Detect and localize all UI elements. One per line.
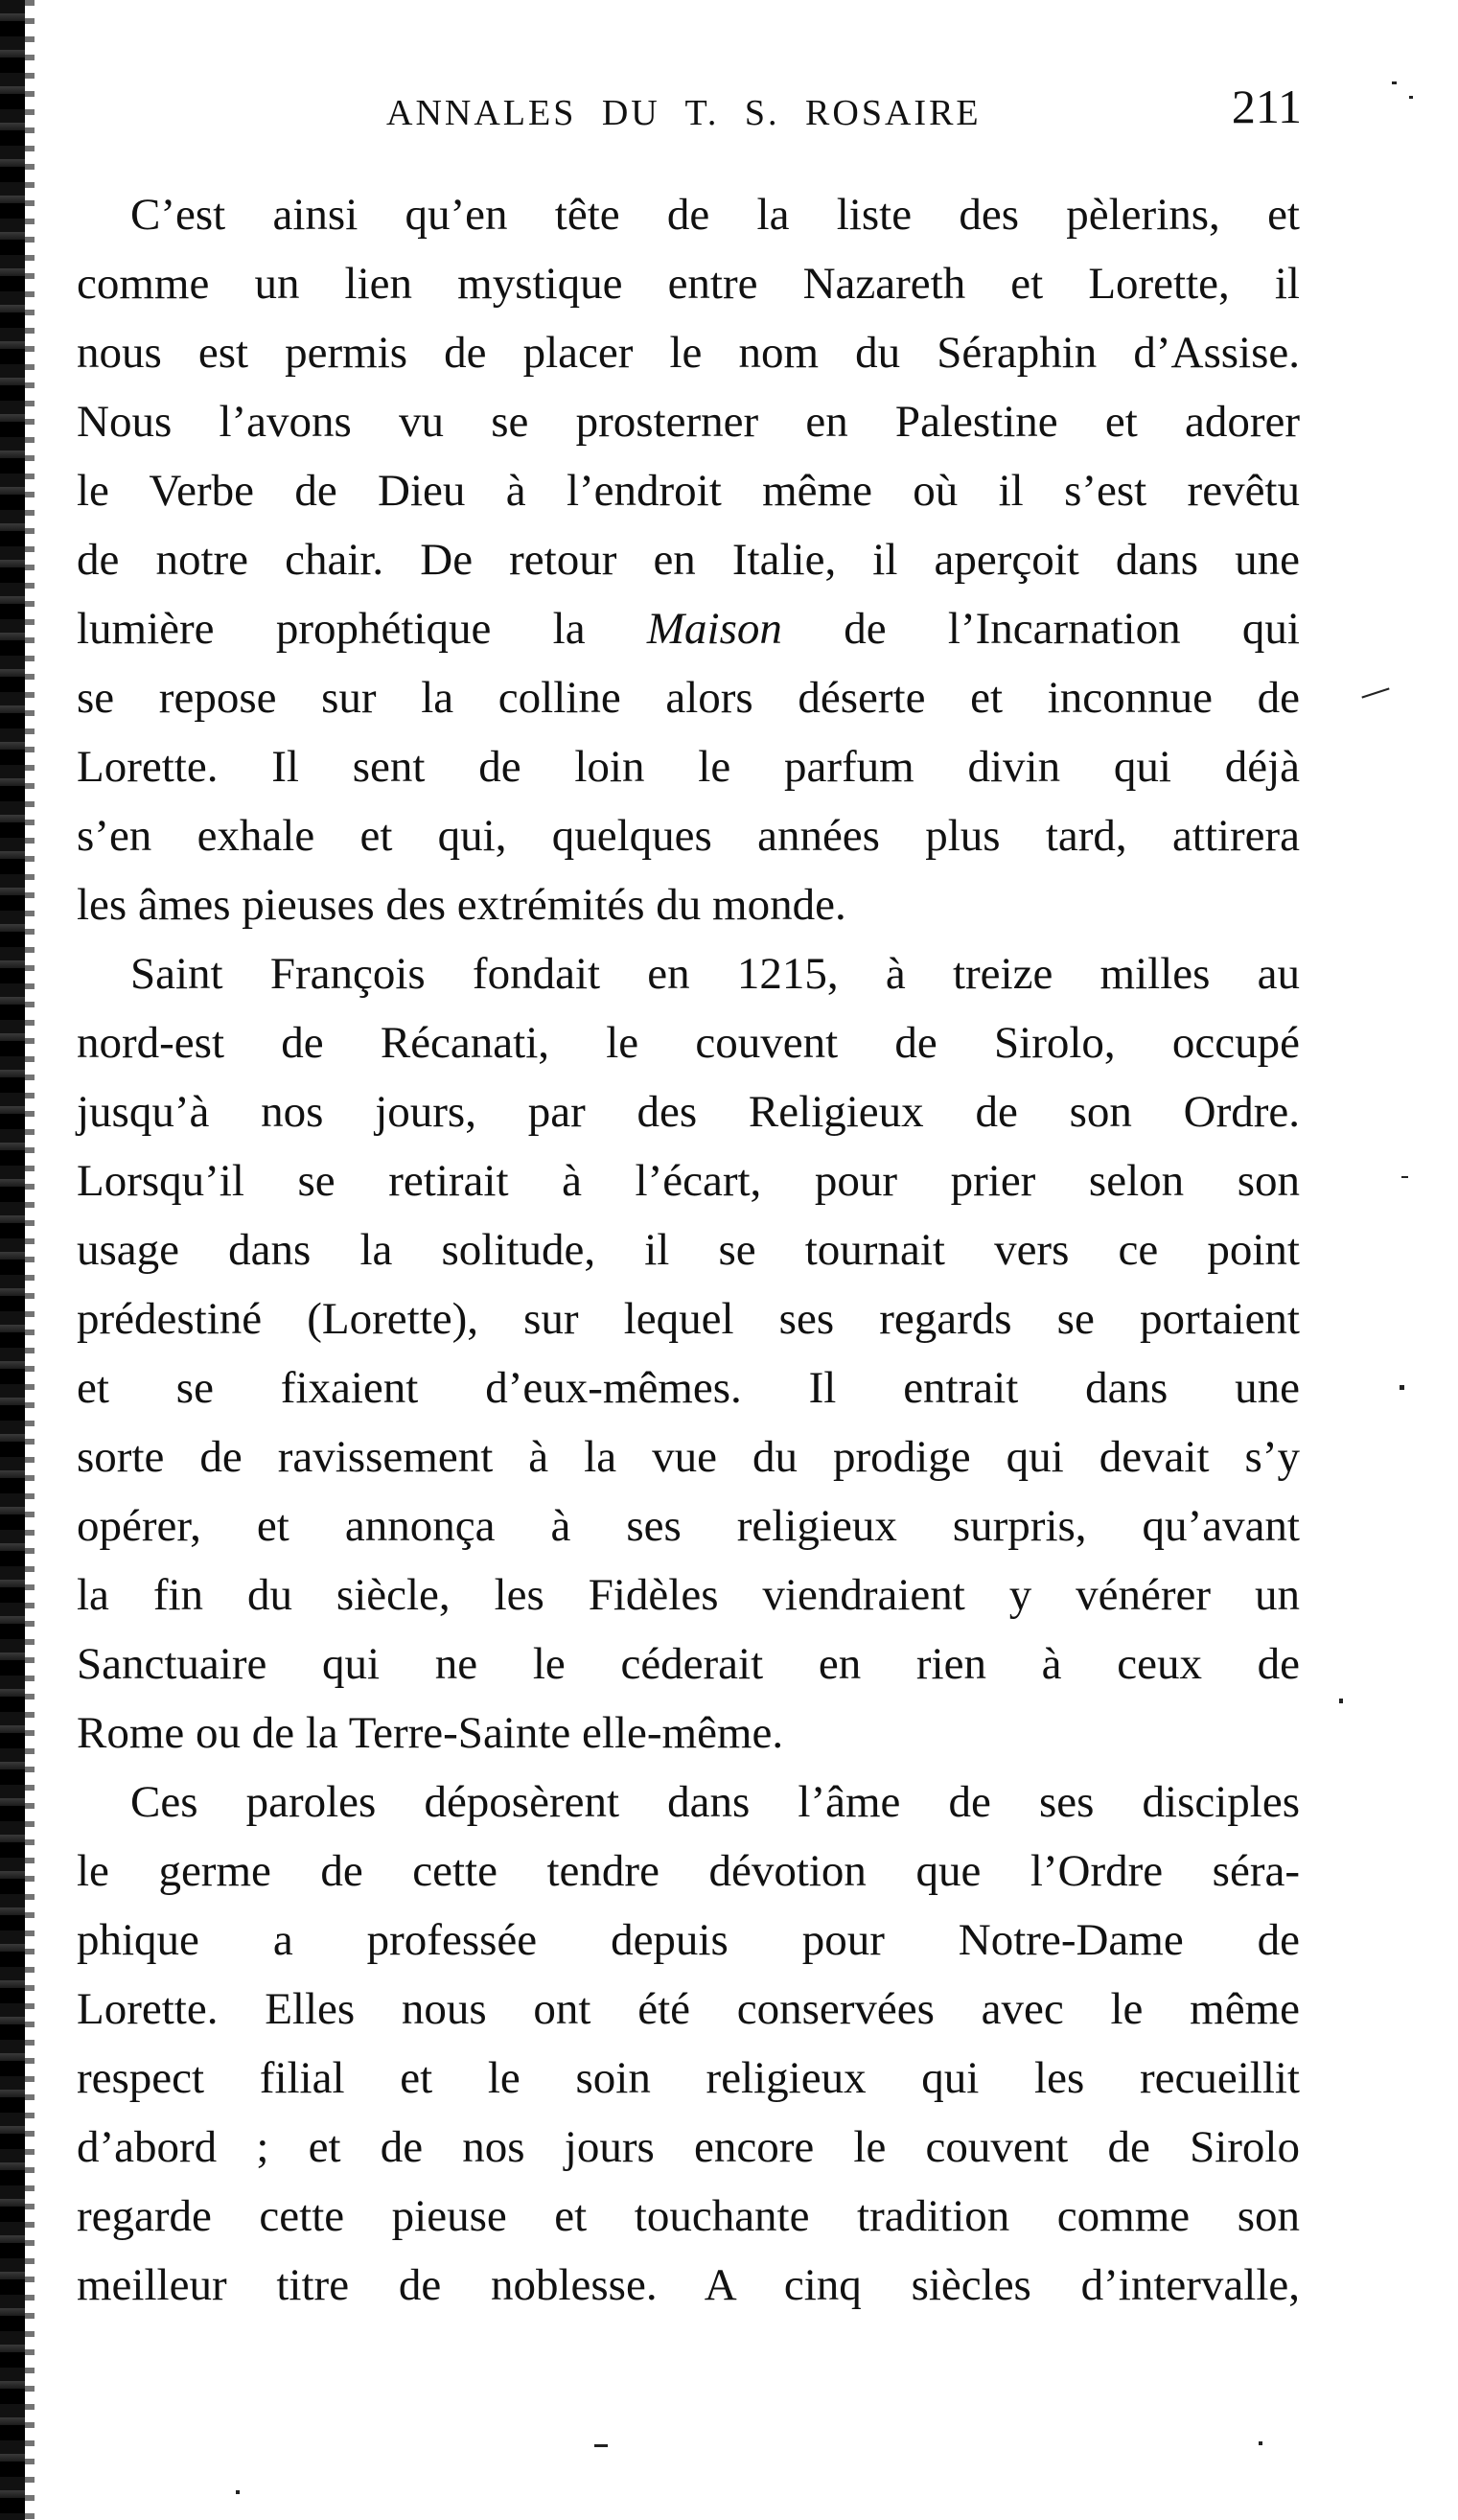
text-line: Saint François fondait en 1215, à treize milles au [130,949,1300,999]
page-number: 211 [1231,80,1302,133]
text-line: le Verbe de Dieu à l’endroit même où il s’est revêtu [77,466,1300,516]
scan-speck [1409,96,1413,99]
scan-speck [594,2444,608,2447]
running-title: ANNALES DU T. S. ROSAIRE [386,93,982,133]
text-line: prédestiné (Lorette), sur lequel ses regards se portaient [77,1294,1300,1344]
text-line: Rome ou de la Terre-Sainte elle-même. [77,1708,784,1758]
text-line: phique a professée depuis pour Notre-Dame de [77,1915,1300,1965]
text-line: regarde cette pieuse et touchante tradition comme son [77,2191,1300,2241]
text-line: sorte de ravissement à la vue du prodige qui devait s’y [77,1432,1300,1482]
text-line: respect filial et le soin religieux qui les recueillit [77,2053,1300,2103]
text-line: la fin du siècle, les Fidèles viendraient y vénérer un [77,1570,1300,1620]
text-line: C’est ainsi qu’en tête de la liste des pèlerins, et [130,190,1300,240]
running-header [77,79,1302,146]
italic-word: Maison [646,604,782,654]
text-line: se repose sur la colline alors déserte et inconnue de [77,673,1300,723]
text-line: Lorsqu’il se retirait à l’écart, pour prier selon son [77,1156,1300,1206]
scan-speck [1361,687,1389,698]
text-line: jusqu’à nos jours, par des Religieux de son Ordre. [77,1087,1300,1137]
text-line: nous est permis de placer le nom du Séraphin d’Assise. [77,328,1300,378]
text-line: Nous l’avons vu se prosterner en Palestine et adorer [77,397,1300,447]
binding-shadow [25,0,35,2520]
text-line: usage dans la solitude, il se tournait vers ce point [77,1225,1300,1275]
scan-speck [1401,1176,1408,1178]
text-line: lumière prophétique la Maison de l’Incarnation qui [77,604,1300,654]
text-line: d’abord ; et de nos jours encore le couvent de Sirolo [77,2122,1300,2172]
text-line: Lorette. Elles nous ont été conservées avec le même [77,1984,1300,2034]
text-line: opérer, et annonça à ses religieux surpris, qu’avant [77,1501,1300,1551]
scan-speck [1339,1699,1343,1703]
binding-edge [0,0,25,2520]
text-line: Lorette. Il sent de loin le parfum divin qui déjà [77,742,1300,792]
text-line: et se fixaient d’eux-mêmes. Il entrait dans une [77,1363,1300,1413]
scan-speck [236,2490,240,2494]
scan-speck [1400,1385,1404,1390]
body-text [77,180,1300,2320]
text-line: les âmes pieuses des extrémités du monde. [77,880,846,930]
text-line: Ces paroles déposèrent dans l’âme de ses disciples [130,1777,1300,1827]
text-line: nord-est de Récanati, le couvent de Sirolo, occupé [77,1018,1300,1068]
text-line: Sanctuaire qui ne le céderait en rien à ceux de [77,1639,1300,1689]
text-line: s’en exhale et qui, quelques années plus tard, attirera [77,811,1300,861]
scan-speck [1259,2441,1262,2445]
text-line: de notre chair. De retour en Italie, il aperçoit dans une [77,535,1300,585]
scan-speck [1392,81,1397,84]
text-line: le germe de cette tendre dévotion que l’Ordre séra- [77,1846,1300,1896]
text-line: meilleur titre de noblesse. A cinq siècles d’intervalle, [77,2260,1300,2310]
text-line: comme un lien mystique entre Nazareth et Lorette, il [77,259,1300,309]
